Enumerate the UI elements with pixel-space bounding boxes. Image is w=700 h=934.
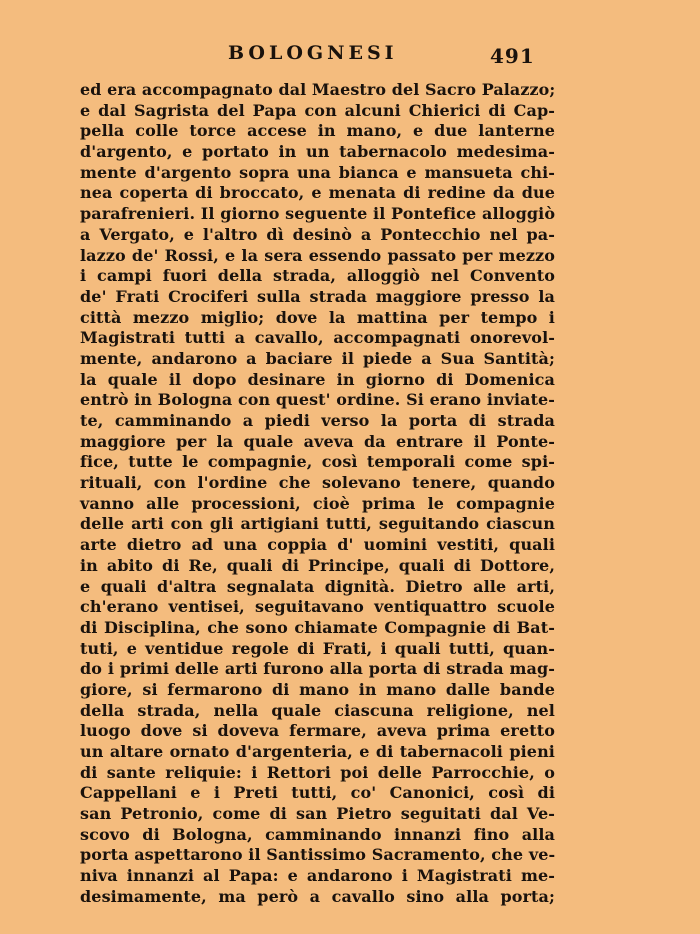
text-line: lazzo de' Rossi, e la sera essendo passato per mezzo bbox=[80, 245, 555, 265]
text-line: porta aspettarono il Santissimo Sacramento, che ve- bbox=[80, 845, 556, 865]
text-line: a Vergato, e l'altro dì desinò a Pontecchio nel pa- bbox=[80, 224, 555, 244]
text-line: d'argento, e portato in un tabernacolo medesima- bbox=[80, 142, 555, 162]
text-line: la quale il dopo desinare in giorno di Domenica bbox=[80, 369, 555, 389]
text-line: mente d'argento sopra una bianca e mansueta chi- bbox=[80, 162, 555, 182]
text-line: e dal Sagrista del Papa con alcuni Chierici di Cap- bbox=[80, 100, 555, 120]
text-line: te, camminando a piedi verso la porta di strada bbox=[80, 411, 555, 430]
text-line: de' Frati Crociferi sulla strada maggiore presso la bbox=[80, 286, 555, 306]
text-line: di Disciplina, che sono chiamate Compagnie di Bat- bbox=[80, 617, 555, 637]
text-line: arte dietro ad una coppia d' uomini vestiti, quali bbox=[80, 535, 555, 555]
running-head-title: BOLOGNESI bbox=[228, 42, 398, 64]
text-line: ch'erano ventisei, seguitavano ventiquattro scuole bbox=[80, 597, 555, 617]
text-line: un altare ornato d'argenteria, e di tabernacoli pieni bbox=[80, 742, 555, 761]
text-line: Magistrati tutti a cavallo, accompagnati onorevol- bbox=[80, 328, 555, 348]
text-line: tuti, e ventidue regole di Frati, i quali tutti, quan- bbox=[80, 638, 555, 658]
text-line: scovo di Bologna, camminando innanzi fino alla bbox=[80, 824, 555, 844]
text-line: delle arti con gli artigiani tutti, seguitando ciascun bbox=[80, 514, 555, 534]
text-line: fice, tutte le compagnie, così temporali come spi- bbox=[80, 452, 555, 472]
text-line: desimamente, ma però a cavallo sino alla porta; bbox=[80, 886, 555, 906]
text-line: san Petronio, come di san Pietro seguitati dal Ve- bbox=[80, 804, 555, 824]
text-line: do i primi delle arti furono alla porta di strada mag- bbox=[80, 659, 555, 679]
text-line: entrò in Bologna con quest' ordine. Si erano inviate- bbox=[80, 390, 555, 410]
text-line: i campi fuori della strada, alloggiò nel Convento bbox=[80, 266, 555, 286]
text-line: parafrenieri. Il giorno seguente il Pontefice alloggiò bbox=[80, 204, 556, 224]
body-text bbox=[80, 80, 555, 908]
running-head bbox=[0, 42, 700, 68]
text-line: ed era accompagnato dal Maestro del Sacro Palazzo; bbox=[80, 80, 556, 99]
page-number: 491 bbox=[490, 44, 535, 68]
text-line: della strada, nella quale ciascuna religione, nel bbox=[80, 700, 555, 720]
text-line: rituali, con l'ordine che solevano tenere, quando bbox=[80, 473, 555, 493]
text-line: in abito di Re, quali di Principe, quali di Dottore, bbox=[80, 555, 555, 575]
text-line: città mezzo miglio; dove la mattina per tempo i bbox=[80, 307, 555, 327]
text-line: pella colle torce accese in mano, e due lanterne bbox=[80, 121, 555, 141]
text-line: mente, andarono a baciare il piede a Sua Santità; bbox=[80, 348, 555, 368]
text-line: vanno alle processioni, cioè prima le compagnie bbox=[80, 493, 555, 513]
text-line: maggiore per la quale aveva da entrare il Ponte- bbox=[80, 431, 555, 451]
text-line: di sante reliquie: i Rettori poi delle Parrocchie, o bbox=[80, 762, 555, 782]
text-line: nea coperta di broccato, e menata di redine da due bbox=[80, 183, 555, 203]
text-line: e quali d'altra segnalata dignità. Dietro alle arti, bbox=[80, 576, 555, 596]
text-line: luogo dove si doveva fermare, aveva prima eretto bbox=[80, 721, 555, 741]
text-line: niva innanzi al Papa: e andarono i Magistrati me- bbox=[80, 866, 555, 886]
text-line: giore, si fermarono di mano in mano dalle bande bbox=[80, 679, 555, 699]
text-line: Cappellani e i Preti tutti, co' Canonici, così di bbox=[80, 783, 555, 803]
